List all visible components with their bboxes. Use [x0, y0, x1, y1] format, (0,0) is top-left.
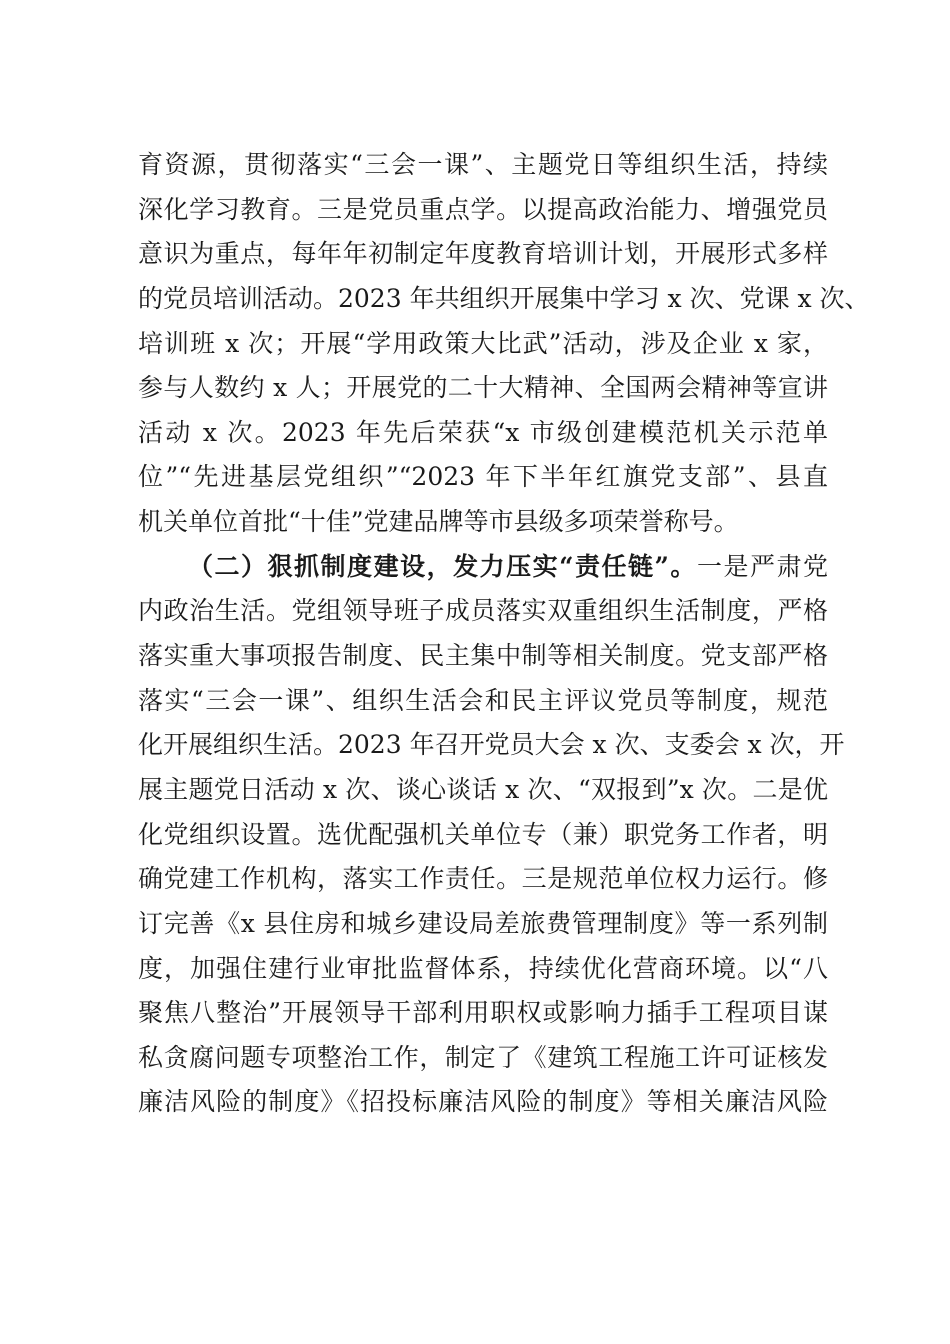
text-line: 展主题党日活动 x 次、谈心谈话 x 次、“双报到”x 次。二是优 [138, 774, 828, 804]
text-line: 意识为重点，每年年初制定年度教育培训计划，开展形式多样 [138, 239, 828, 269]
document-body [138, 143, 870, 1125]
text-line: 聚焦八整治”开展领导干部利用职权或影响力插手工程项目谋 [138, 998, 828, 1028]
text-line: 廉洁风险的制度》《招投标廉洁风险的制度》等相关廉洁风险 [138, 1087, 828, 1117]
text-run: 一是严肃党 [696, 551, 828, 581]
text-line: 订完善《x 县住房和城乡建设局差旅费管理制度》等一系列制 [138, 908, 828, 938]
text-line: 化开展组织生活。2023 年召开党员大会 x 次、支委会 x 次，开 [138, 730, 845, 760]
text-line: 深化学习教育。三是党员重点学。以提高政治能力、增强党员 [138, 194, 828, 224]
text-line: 育资源，贯彻落实“三会一课”、主题党日等组织生活，持续 [138, 150, 828, 179]
text-line: 位”“先进基层党组织”“2023 年下半年红旗党支部”、县直 [138, 462, 828, 492]
text-line: 度，加强住建行业审批监督体系，持续优化营商环境。以“八 [138, 953, 828, 983]
text-line: 落实“三会一课”、组织生活会和民主评议党员等制度，规范 [138, 685, 828, 715]
text-line: 确党建工作机构，落实工作责任。三是规范单位权力运行。修 [138, 864, 828, 894]
text-line: 活动 x 次。2023 年先后荣获“x 市级创建模范机关示范单 [138, 417, 828, 447]
section-heading-line [138, 545, 828, 590]
text-line: 参与人数约 x 人；开展党的二十大精神、全国两会精神等宣讲 [138, 373, 828, 403]
section-heading: （二）狠抓制度建设，发力压实“责任链”。 [188, 551, 697, 581]
text-line: 内政治生活。党组领导班子成员落实双重组织生活制度，严格 [138, 596, 828, 626]
text-line: 的党员培训活动。2023 年共组织开展集中学习 x 次、党课 x 次、 [138, 283, 870, 313]
text-line: 培训班 x 次；开展“学用政策大比武”活动，涉及企业 x 家， [138, 328, 828, 358]
text-line: 落实重大事项报告制度、民主集中制等相关制度。党支部严格 [138, 641, 828, 671]
text-line: 化党组织设置。选优配强机关单位专（兼）职党务工作者，明 [138, 819, 828, 849]
text-line: 机关单位首批“十佳”党建品牌等市县级多项荣誉称号。 [138, 507, 739, 537]
text-line: 私贪腐问题专项整治工作，制定了《建筑工程施工许可证核发 [138, 1042, 828, 1072]
